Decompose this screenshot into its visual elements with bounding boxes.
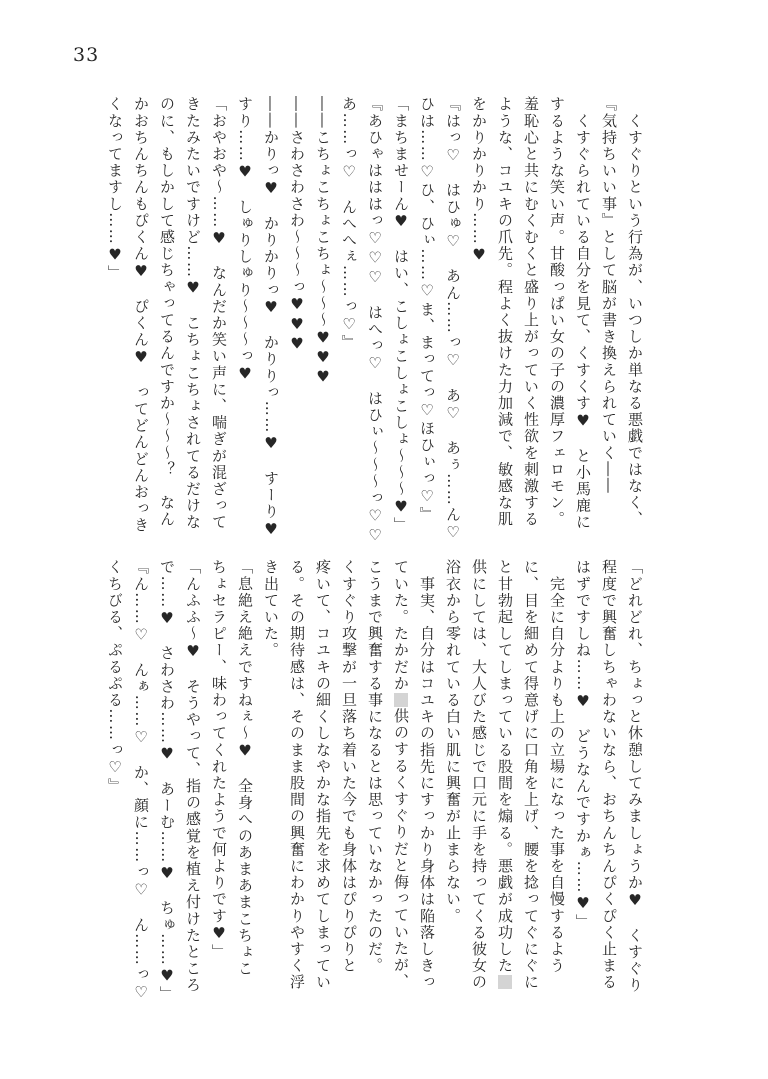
text-column: 完全に自分よりも上の立場になった事を自慢するよう: [548, 559, 566, 974]
text-column: 『ん……♡ んぁ……♡ か、顔に……っ♡ ん……っ♡: [132, 559, 150, 1003]
text-column: ――かりっ♥ かりかりっ♥ かりりっ……♥ すーり♥: [262, 96, 280, 540]
text-column: きたみたいですけど……♥ こちょこちょされてるだけな: [184, 96, 202, 531]
text-column: る。その期待感は、そのまま股間の興奮にわかりやすく浮: [288, 559, 306, 991]
text-column: 供にしては、大人びた感じで口元に手を持ってくる彼女の: [470, 559, 488, 991]
text-column: あ……っ♡ んへへぇ……っ♡』: [340, 96, 358, 351]
redacted-character-box: [498, 975, 512, 989]
text-column: 「どれどれ、ちょっと休憩してみましょうか♥ くすぐり: [626, 559, 644, 994]
text-column: で……♥ さわさわ……♥ あーむ……♥ ちゅ……♥」: [158, 559, 176, 1003]
text-column: すり……♥ しゅりしゅり〜〜〜っ♥: [236, 96, 254, 385]
text-column: 羞恥心と共にむくむくと盛り上がっていく性欲を刺激する: [522, 96, 540, 528]
vertical-text-block-bottom: [102, 559, 648, 1003]
text-column: くすぐりという行為が、いつしか単なる悪戯ではなく、: [626, 96, 644, 528]
text-column: ひは……♡ひ、ひぃ……♡ま、まってっ♡ほひぃっ♡』: [418, 96, 436, 523]
text-column: 程度で興奮しちゃわないなら、おちんちんぴくぴく止まる: [600, 559, 618, 991]
text-column: 疼いて、コユキの細くしなやかな指先を求めてしまってい: [314, 559, 332, 991]
text-column: 「まちませーん♥ はい、こしょこしょこしょ〜〜〜♥」: [392, 96, 410, 534]
text-column: こうまで興奮する事になるとは思っていなかったのだ。: [366, 559, 384, 974]
text-column: ちょセラピー、味わってくれたようで何よりです♥」: [210, 559, 228, 961]
text-column: くちびる、ぷるぷる……っ♡』: [106, 559, 124, 795]
text-column: に、目を細めて得意げに口角を上げ、腰を捻ってぐにぐに: [522, 559, 540, 991]
text-column: ――こちょこちょこちょ〜〜〜♥♥♥: [314, 96, 332, 388]
text-column: ていた。たかだか供のするくすぐりだと侮っていたが、: [392, 559, 410, 991]
text-column: と甘勃起してしまっている股間を煽る。悪戯が成功した: [492, 559, 518, 995]
text-column: 浴衣から零れている白い肌に興奮が止まらない。: [444, 559, 462, 925]
vertical-text-block-top: [102, 96, 648, 546]
text-column: くなってますし……♥」: [106, 96, 124, 282]
redacted-character-box: [394, 693, 408, 707]
text-column: 『あひゃはははっ♡♡♡ はへっ♡ はひぃ〜〜〜っ♡♡: [366, 96, 384, 546]
text-column: 『はっ♡ はひゅ♡ あん……っ♡ あ♡ あぅ……ん♡: [444, 96, 462, 543]
text-column: ――さわさわさわ〜〜〜っ♥♥♥: [288, 96, 306, 354]
text-column: 『気持ちいい事』として脳が書き換えられていく――: [600, 96, 618, 495]
text-column: き出ていた。: [262, 559, 280, 659]
text-column: をかりかりかり……♥: [470, 96, 488, 265]
page-number: 33: [73, 44, 100, 66]
text-column: 「んふふ〜♥ そうやって、指の感覚を植え付けたところ: [184, 559, 202, 994]
text-column: のに、もしかして感じちゃってるんですか〜〜〜？ なん: [158, 96, 176, 528]
text-column: はずですしね……♥ どうなんですかぁ……♥」: [574, 559, 592, 931]
text-column: かおちんちんもぴくん♥ ぴくん♥ ってどんどんおっき: [132, 96, 150, 534]
text-column: ような、コユキの爪先。程よく抜けた力加減で、敏感な肌: [496, 96, 514, 528]
text-column: くすぐり攻撃が一旦落ち着いた今でも身体はぴりぴりと: [340, 559, 358, 974]
text-column: 「おやおや〜……♥ なんだか笑い声に、喘ぎが混ざって: [210, 96, 228, 531]
text-column: 「息絶え絶えですねぇ〜♥ 全身へのあまあまこちょこ: [236, 559, 254, 977]
text-column: くすぐられている自分を見て、くすくす♥ と小馬鹿に: [574, 96, 592, 531]
text-column: 事実、自分はコユキの指先にすっかり身体は陥落しきっ: [418, 559, 436, 991]
text-column: するような笑い声。甘酸っぱい女の子の濃厚フェロモン。: [548, 96, 566, 528]
